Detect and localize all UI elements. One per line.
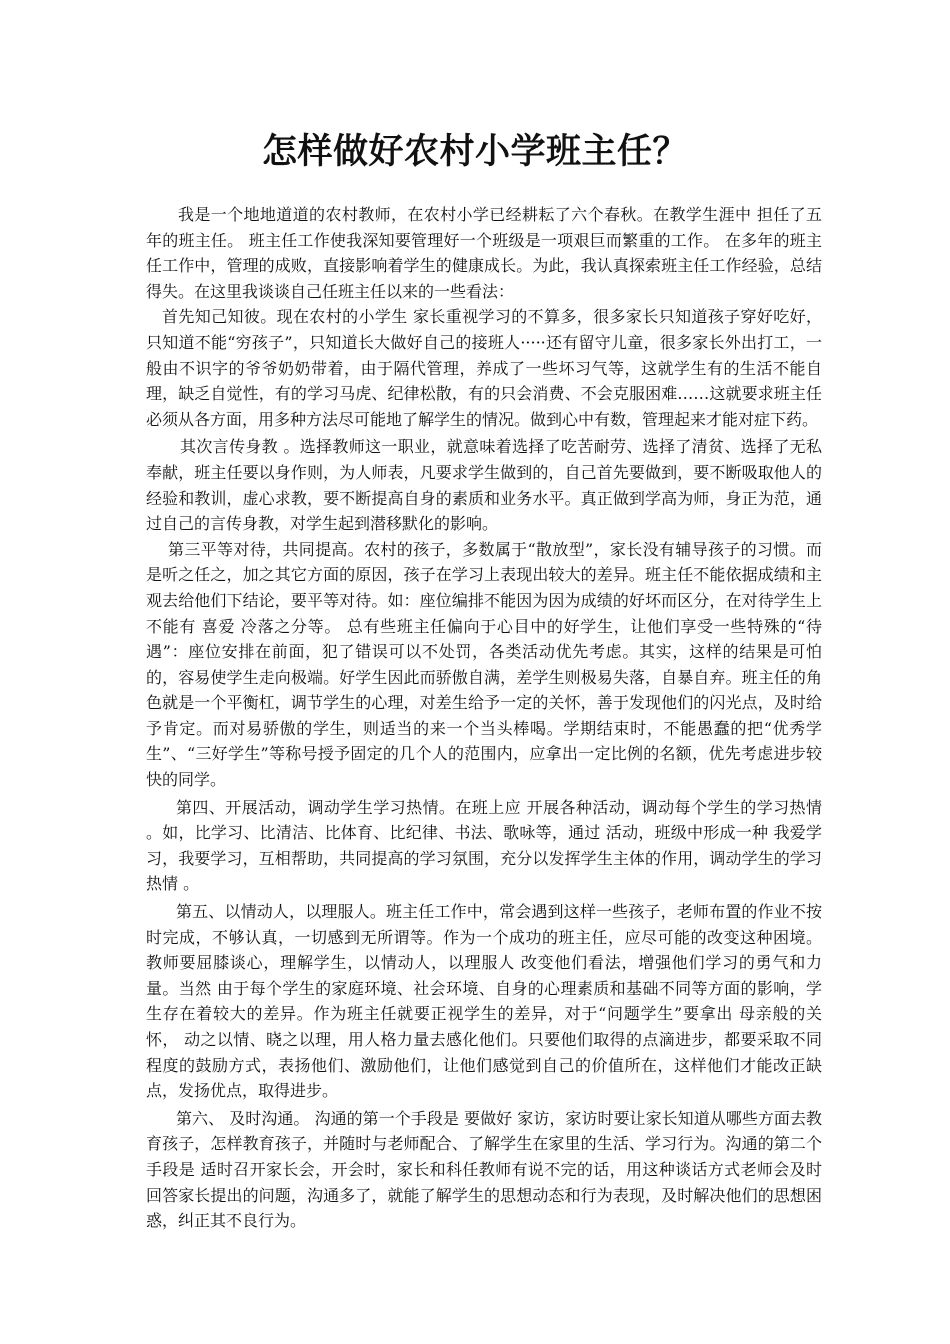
- paragraph-third-point: 第三平等对待，共同提高。农村的孩子，多数属于“散放型”，家长没有辅导孩子的习惯。而是听之任之，加之其它方面的原因，孩子在学习上表现出较大的差异。班主任不能依据成绩和主观去给他们下结论，要平等对待。如：座位编排不能因为因为成绩的好坏而区分，在对待学生上不能有 喜爱 冷落之分等。 总有些班主任偏向于心目中的好学生，让他们享受一些特殊的“待遇”：座位安排在前面，犯了错误可以不处罚，各类活动优先考虑。其实，这样的结果是可怕的，容易使学生走向极端。好学生因此而骄傲自满，差学生则极易失落，自暴自弃。班主任的角色就是一个平衡杠，调节学生的心理，对差生给予一定的关怀，善于发现他们的闪光点，及时给予肯定。而对易骄傲的学生，则适当的来一个当头棒喝。学期结束时，不能愚蠢的把“优秀学生”、“三好学生”等称号授予固定的几个人的范围内，应拿出一定比例的名额，优先考虑进步较快的同学。: [146, 539, 822, 790]
- document-title: 怎样做好农村小学班主任？: [261, 131, 688, 172]
- document-body: [146, 202, 822, 1234]
- paragraph-intro: 我是一个地地道道的农村教师，在农村小学已经耕耘了六个春秋。在教学生涯中 担任了五年的班主任。 班主任工作使我深知要管理好一个班级是一项艰巨而繁重的工作。 在多年的班主任工作中，管理的成败，直接影响着学生的健康成长。为此，我认真探索班主任工作经验，总结得失。在这里我谈谈自己任班主任以来的一些看法：: [146, 205, 822, 301]
- paragraph-sixth-point: 第六、 及时沟通。 沟通的第一个手段是 要做好 家访，家访时要让家长知道从哪些方面去教育孩子，怎样教育孩子，并随时与老师配合、了解学生在家里的生活、学习行为。沟通的第二个手段是 适时召开家长会，开会时，家长和科任教师有说不完的话，用这种谈话方式老师会及时回答家长提出的问题，沟通多了，就能了解学生的思想动态和行为表现，及时解决他们的思想困惑，纠正其不良行为。: [146, 1108, 822, 1231]
- paragraph-fourth-point: 第四、开展活动，调动学生学习热情。在班上应 开展各种活动，调动每个学生的学习热情 。如，比学习、比清洁、比体育、比纪律、书法、歌咏等，通过 活动，班级中形成一种 我爱学习，我要学习，互相帮助，共同提高的学习氛围，充分以发挥学生主体的作用，调动学生的学习热情 。: [146, 797, 822, 894]
- paragraph-first-point: 首先知己知彼。现在农村的小学生 家长重视学习的不算多，很多家长只知道孩子穿好吃好，只知道不能“穷孩子”，只知道长大做好自己的接班人·····还有留守儿童，很多家长外出打工，一般由不识字的爷爷奶奶带着，由于隔代管理，养成了一些坏习气等，这就学生有的生活不能自理，缺乏自觉性，有的学习马虎、纪律松散，有的只会消费、不会克服困难……这就要求班主任必须从各方面，用多种方法尽可能地了解学生的情况。做到心中有数，管理起来才能对症下药。: [146, 307, 822, 429]
- paragraph-fifth-point: 第五、以情动人，以理服人。班主任工作中，常会遇到这样一些孩子，老师布置的作业不按时完成，不够认真，一切感到无所谓等。作为一个成功的班主任，应尽可能的改变这种困境。 教师要屈膝谈心，理解学生，以情动人，以理服人 改变他们看法，增强他们学习的勇气和力量。当然 由于每个学生的家庭环境、社会环境、自身的心理素质和基础不同等方面的影响，学生存在着较大的差异。作为班主任就要正视学生的差异，对于“问题学生”要拿出 母亲般的关怀， 动之以情、晓之以理，用人格力量去感化他们。只要他们取得的点滴进步，都要采取不同程度的鼓励方式，表扬他们、激励他们，让他们感觉到自己的价值所在，这样他们才能改正缺点，发扬优点，取得进步。: [146, 902, 822, 1101]
- paragraph-second-point: 其次言传身教 。选择教师这一职业，就意味着选择了吃苦耐劳、选择了清贫、选择了无私奉献，班主任要以身作则，为人师表，凡要求学生做到的，自己首先要做到，要不断吸取他人的经验和教训，虚心求教，要不断提高自身的素质和业务水平。真正做到学高为师，身正为范，通过自己的言传身教，对学生起到潜移默化的影响。: [146, 437, 822, 534]
